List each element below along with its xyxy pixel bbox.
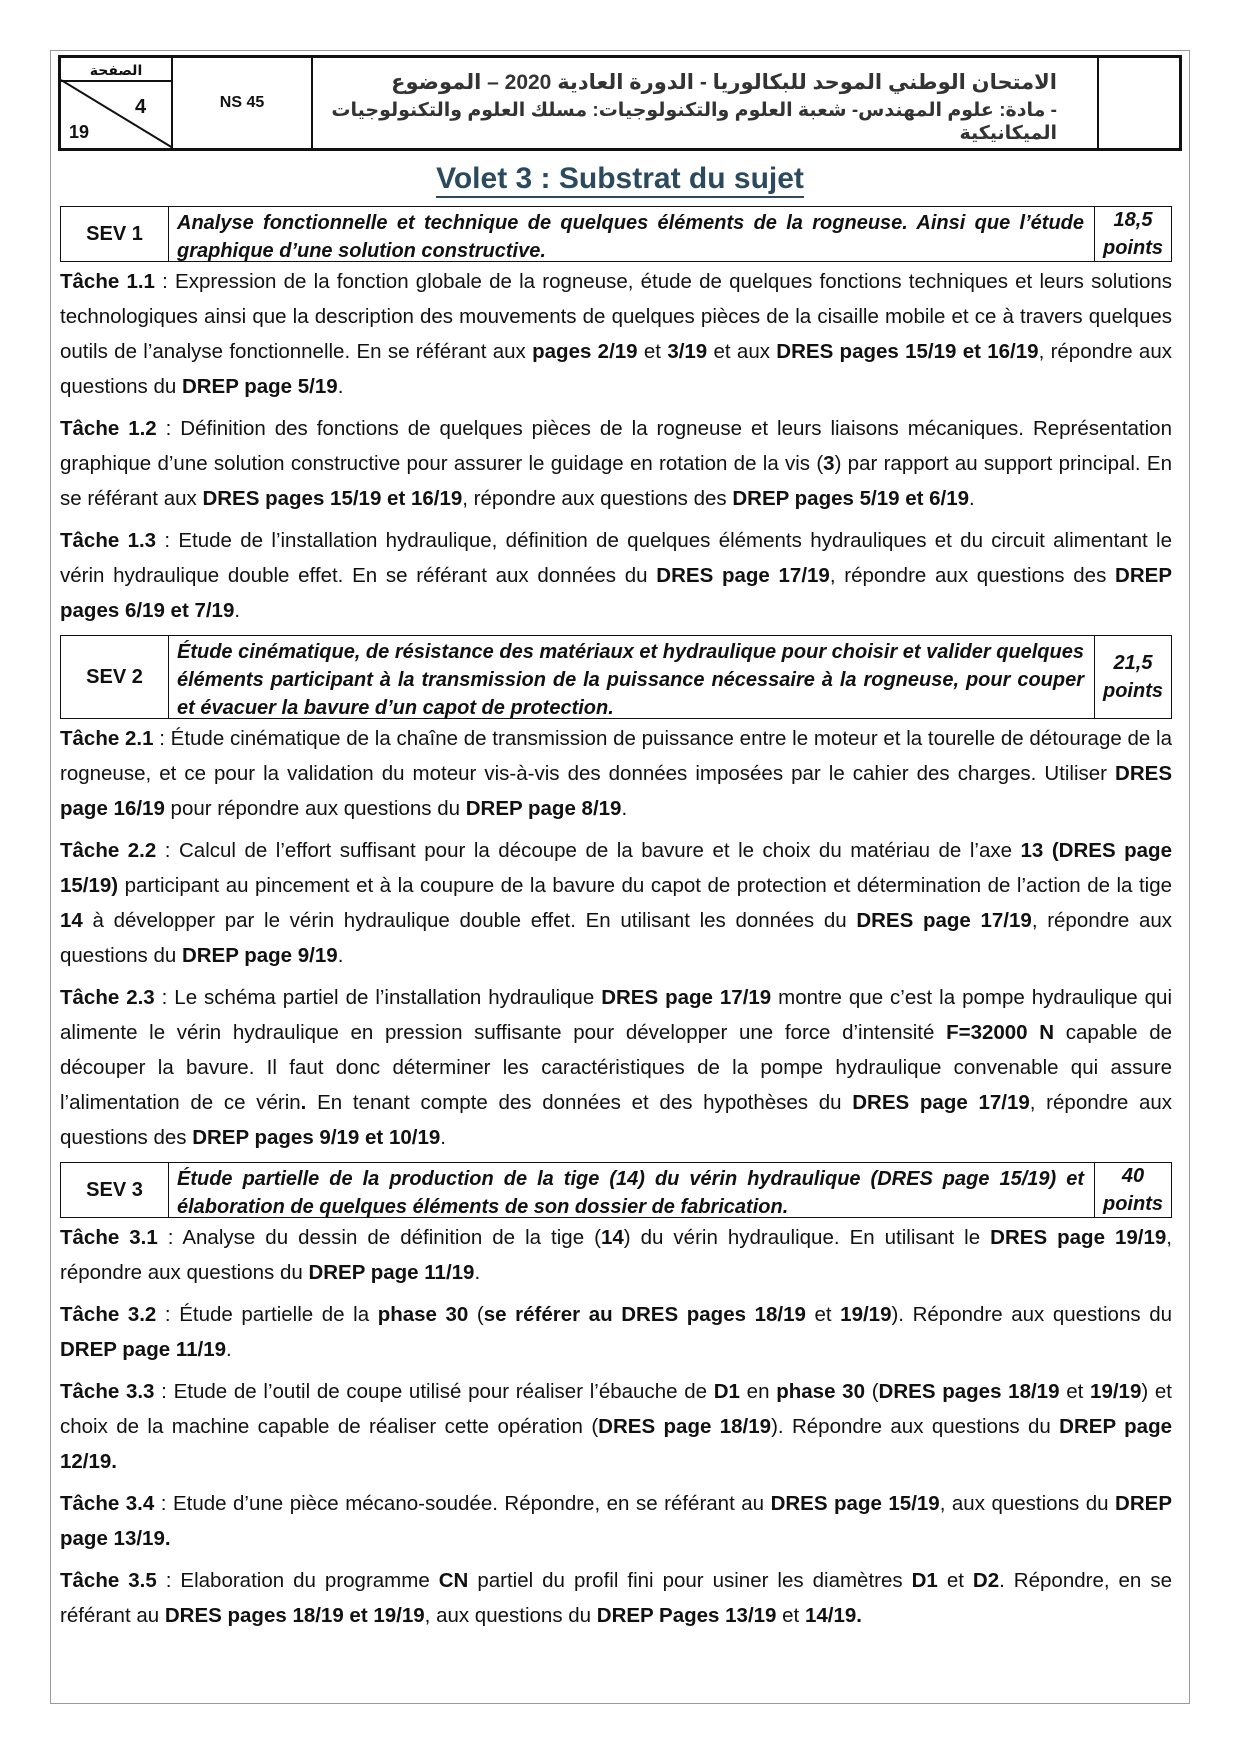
sev3-box [60, 1162, 1172, 1218]
exam-header [58, 55, 1182, 151]
task-1-2: Tâche 1.2 : Définition des fonctions de quelques pièces de la rogneuse et leurs liaisons mécaniques. Représentation graphique d’une solution constructive pour assurer le guidage en rotation de la vis (3) par rapport au support principal. En se référant aux DRES pages 15/19 et 16/19, répondre aux questions des DREP pages 5/19 et 6/19. [60, 417, 1172, 510]
exam-title-line1: الامتحان الوطني الموحد للبكالوريا - الدورة العادية 2020 – الموضوع [391, 71, 1057, 94]
page-label: الصفحة [61, 60, 171, 82]
sev2-id: SEV 2 [61, 636, 169, 718]
sev3-id: SEV 3 [61, 1163, 169, 1217]
exam-code: NS 45 [173, 58, 313, 148]
sev2-description: Étude cinématique, de résistance des matériaux et hydraulique pour choisir et valider quelques éléments participant à la transmission de la puissance nécessaire à la rogneuse, pour couper et évacuer la bavure d’un capot de protection. [169, 636, 1095, 718]
sev3-points: 40 points [1103, 1165, 1163, 1215]
sev2-points: 21,5 points [1103, 652, 1163, 702]
task-3-3: Tâche 3.3 : Etude de l’outil de coupe utilisé pour réaliser l’ébauche de D1 en phase 30 (DRES pages 18/19 et 19/19) et choix de la machine capable de réaliser cette opération (DRES page 18/19). Répondre aux questions du DREP page 12/19. [60, 1380, 1173, 1473]
task-2-1: Tâche 2.1 : Étude cinématique de la chaîne de transmission de puissance entre le moteur et la tourelle de détourage de la rogneuse, et ce pour la validation du moteur vis-à-vis des données imposées par le cahier des charges. Utiliser DRES page 16/19 pour répondre aux questions du DREP page 8/19. [60, 727, 1172, 820]
sev2-box [60, 635, 1172, 719]
task-3-1: Tâche 3.1 : Analyse du dessin de définition de la tige (14) du vérin hydraulique. En utilisant le DRES page 19/19, répondre aux questions du DREP page 11/19. [60, 1226, 1172, 1284]
page-total: 19 [69, 122, 90, 142]
task-1-3: Tâche 1.3 : Etude de l’installation hydraulique, définition de quelques éléments hydrauliques et du circuit alimentant le vérin hydraulique double effet. En se référant aux données du DRES page 17/19, répondre aux questions des DREP pages 6/19 et 7/19. [60, 529, 1173, 622]
sev3-description: Étude partielle de la production de la tige (14) du vérin hydraulique (DRES page 15/19) et élaboration de quelques éléments de son dossier de fabrication. [169, 1163, 1095, 1217]
header-empty-cell [1099, 58, 1179, 148]
exam-title [313, 58, 1099, 148]
page-number: 4 [135, 96, 147, 118]
sev1-description: Analyse fonctionnelle et technique de quelques éléments de la rogneuse. Ainsi que l’étude graphique d’une solution constructive. [169, 207, 1095, 261]
task-3-5: Tâche 3.5 : Elaboration du programme CN partiel du profil fini pour usiner les diamètres D1 et D2. Répondre, en se référant au DRES pages 18/19 et 19/19, aux questions du DREP Pages 13/19 et 14/19. [60, 1569, 1172, 1627]
main-content [60, 206, 1172, 1640]
sev1-id: SEV 1 [61, 207, 169, 261]
task-3-4: Tâche 3.4 : Etude d’une pièce mécano-soudée. Répondre, en se référant au DRES page 15/19, aux questions du DREP page 13/19. [60, 1492, 1172, 1550]
exam-title-line2: - مادة: علوم المهندس- شعبة العلوم والتكنولوجيات: مسلك العلوم والتكنولوجيات الميكانيكية [331, 100, 1057, 144]
sev1-points: 18,5 points [1103, 209, 1163, 259]
volet-title: Volet 3 : Substrat du sujet [0, 162, 1240, 196]
sev1-box [60, 206, 1172, 262]
task-3-2: Tâche 3.2 : Étude partielle de la phase 30 (se référer au DRES pages 18/19 et 19/19). Répondre aux questions du DREP page 11/19. [60, 1303, 1173, 1361]
task-2-3: Tâche 2.3 : Le schéma partiel de l’installation hydraulique DRES page 17/19 montre que c’est la pompe hydraulique qui alimente le vérin hydraulique en pression suffisante pour développer une force d’intensité F=32000 N capable de découper la bavure. Il faut donc déterminer les caractéristiques de la pompe hydraulique convenable qui assure l’alimentation de ce vérin. En tenant compte des données et des hypothèses du DRES page 17/19, répondre aux questions des DREP pages 9/19 et 10/19. [60, 986, 1173, 1149]
task-2-2: Tâche 2.2 : Calcul de l’effort suffisant pour la découpe de la bavure et le choix du matériau de l’axe 13 (DRES page 15/19) participant au pincement et à la coupure de la bavure du capot de protection et détermination de l’action de la tige 14 à développer par le vérin hydraulique double effet. En utilisant les données du DRES page 17/19, répondre aux questions du DREP page 9/19. [60, 839, 1172, 967]
page-indicator [61, 58, 173, 148]
task-1-1: Tâche 1.1 : Expression de la fonction globale de la rogneuse, étude de quelques fonctions techniques et leurs solutions technologiques ainsi que la description des mouvements de quelques pièces de la cisaille mobile et ce à travers quelques outils de l’analyse fonctionnelle. En se référant aux pages 2/19 et 3/19 et aux DRES pages 15/19 et 16/19, répondre aux questions du DREP page 5/19. [60, 270, 1172, 398]
